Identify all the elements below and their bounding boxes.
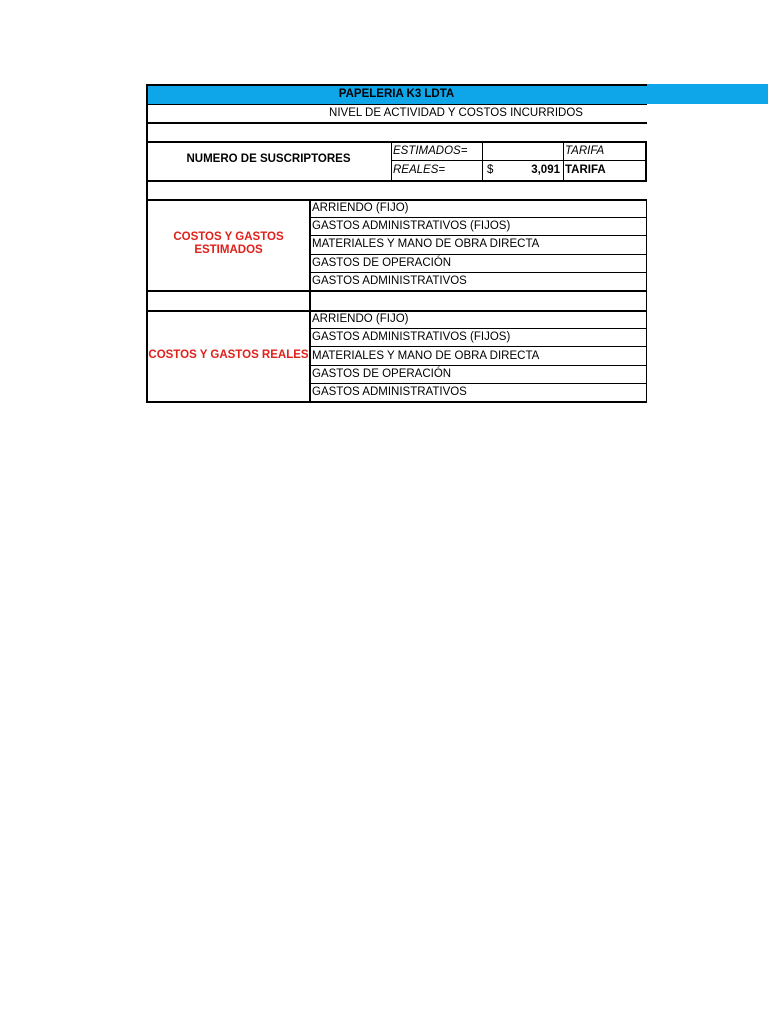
estimated-rate-label: TARIFA — [565, 145, 605, 157]
grid-line — [391, 141, 392, 181]
real-value[interactable]: 3,091 — [531, 164, 560, 176]
grid-line — [310, 235, 647, 236]
grid-line — [310, 346, 647, 347]
grid-line — [146, 141, 647, 143]
report-subtitle: NIVEL DE ACTIVIDAD Y COSTOS INCURRIDOS — [329, 107, 583, 119]
grid-line — [310, 254, 647, 255]
subscribers-label: NUMERO DE SUSCRIPTORES — [186, 153, 351, 165]
currency-symbol: $ — [487, 164, 494, 176]
grid-line — [310, 272, 647, 273]
real-label: REALES= — [393, 164, 446, 176]
estimated-label: ESTIMADOS= — [393, 145, 468, 157]
table-border-right — [646, 199, 647, 402]
grid-line — [146, 199, 647, 201]
grid-line — [310, 383, 647, 384]
real-costs-label: COSTOS Y GASTOS REALES — [148, 349, 309, 361]
grid-line — [146, 122, 647, 124]
estimated-item: GASTOS ADMINISTRATIVOS (FIJOS) — [312, 220, 511, 232]
estimated-item: GASTOS DE OPERACIÓN — [312, 257, 452, 269]
grid-line — [146, 310, 647, 312]
estimated-item: MATERIALES Y MANO DE OBRA DIRECTA — [312, 238, 540, 250]
grid-line — [146, 290, 647, 292]
company-title: PAPELERIA K3 LDTA — [338, 88, 455, 100]
grid-line — [563, 141, 564, 181]
real-item: MATERIALES Y MANO DE OBRA DIRECTA — [312, 350, 540, 362]
grid-line — [310, 217, 647, 218]
grid-line — [310, 328, 647, 329]
grid-line — [310, 365, 647, 366]
real-item: ARRIENDO (FIJO) — [312, 313, 409, 325]
grid-line — [146, 180, 647, 182]
estimated-item: ARRIENDO (FIJO) — [312, 202, 409, 214]
real-rate-label: TARIFA — [565, 164, 606, 176]
grid-line — [309, 199, 311, 402]
table-border-right — [645, 141, 647, 181]
real-item: GASTOS DE OPERACIÓN — [312, 368, 452, 380]
grid-line — [146, 401, 647, 403]
grid-line — [391, 160, 647, 161]
grid-line — [146, 84, 647, 86]
real-item: GASTOS ADMINISTRATIVOS (FIJOS) — [312, 331, 511, 343]
real-item: GASTOS ADMINISTRATIVOS — [312, 386, 467, 398]
table-border-left — [146, 84, 148, 403]
grid-line — [146, 104, 647, 105]
estimated-costs-label-line1: COSTOS Y GASTOS — [173, 231, 284, 243]
estimated-item: GASTOS ADMINISTRATIVOS — [312, 275, 467, 287]
estimated-costs-label-line2: ESTIMADOS — [194, 244, 263, 256]
grid-line — [482, 141, 483, 181]
